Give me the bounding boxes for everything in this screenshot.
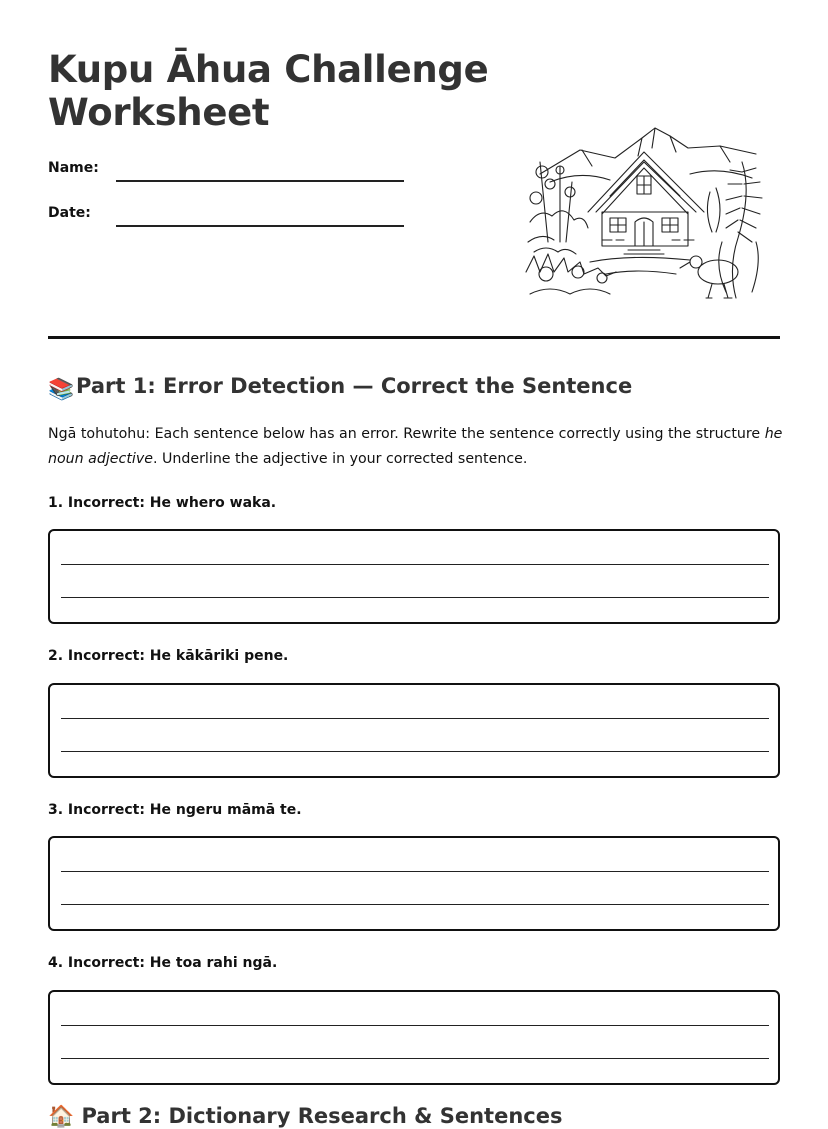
question-1-label: 1. Incorrect: He whero waka. [48, 495, 277, 511]
books-icon: 📚 [48, 377, 75, 401]
title-line-2: Worksheet [48, 91, 270, 134]
title-line-1: Kupu Āhua Challenge [48, 48, 489, 91]
house-landscape-illustration [520, 122, 770, 304]
part1-instructions [48, 422, 788, 472]
question-2-label: 2. Incorrect: He kākāriki pene. [48, 648, 289, 664]
answer-line [61, 1058, 769, 1059]
part2-title: Part 2: Dictionary Research & Sentences [81, 1104, 563, 1128]
instructions-text: Ngā tohutohu: Each sentence below has an error. Rewrite the sentence correctly using the structure [48, 426, 765, 442]
answer-line [61, 751, 769, 752]
answer-box-2[interactable] [48, 683, 780, 778]
date-label: Date: [48, 205, 91, 221]
name-label: Name: [48, 160, 99, 176]
house-icon: 🏠 [48, 1104, 75, 1128]
answer-line [61, 1025, 769, 1026]
answer-box-1[interactable] [48, 529, 780, 624]
part1-heading [48, 374, 632, 402]
question-4-label: 4. Incorrect: He toa rahi ngā. [48, 955, 278, 971]
worksheet-title [48, 48, 488, 134]
answer-line [61, 564, 769, 565]
question-3-label: 3. Incorrect: He ngeru māmā te. [48, 802, 302, 818]
section-divider [48, 336, 780, 339]
instructions-text-end: . Underline the adjective in your corrected sentence. [152, 451, 528, 467]
part1-title: Part 1: Error Detection — Correct the Sentence [76, 374, 633, 398]
answer-line [61, 718, 769, 719]
part2-heading [48, 1104, 562, 1129]
answer-line [61, 597, 769, 598]
answer-box-3[interactable] [48, 836, 780, 931]
name-field[interactable] [116, 180, 404, 182]
instructions-structure: he noun adjective [48, 426, 783, 467]
answer-box-4[interactable] [48, 990, 780, 1085]
answer-line [61, 904, 769, 905]
answer-line [61, 871, 769, 872]
date-field[interactable] [116, 225, 404, 227]
